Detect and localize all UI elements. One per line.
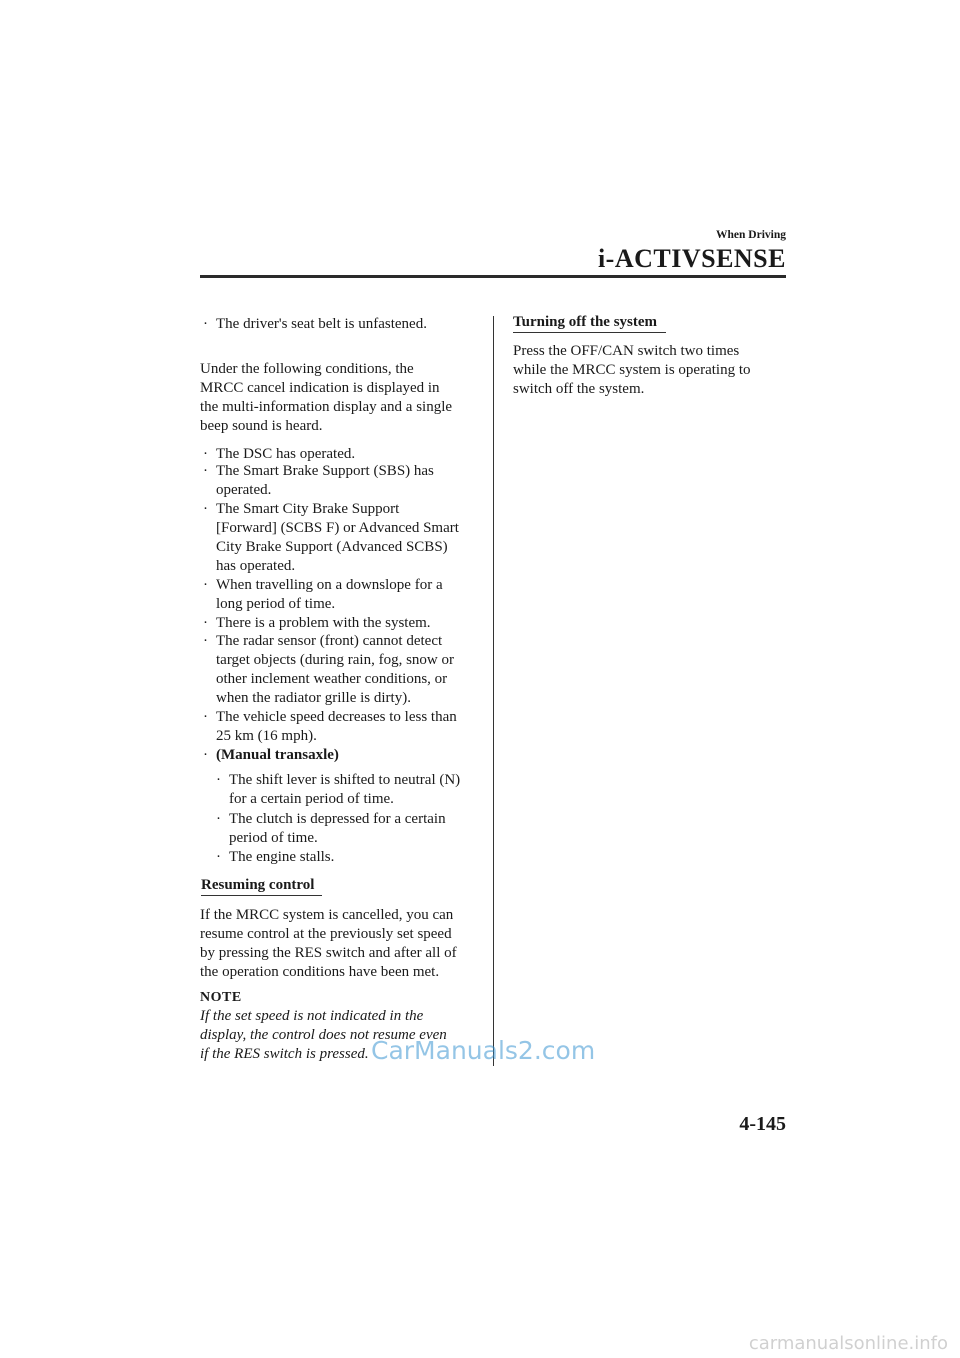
bullet-text: [Forward] (SCBS F) or Advanced Smart: [216, 520, 459, 536]
bullet-text: target objects (during rain, fog, snow or: [216, 652, 455, 668]
bullet-radar: [203, 632, 493, 708]
bullet-text: The DSC has operated.: [216, 446, 356, 462]
bullet-text: for a certain period of time.: [229, 791, 394, 807]
text-line: If the set speed is not indicated in the: [200, 1008, 424, 1024]
bullet-dot: ·: [203, 633, 208, 649]
resuming-paragraph: [200, 906, 492, 982]
bullet-text: long period of time.: [216, 596, 336, 612]
bullet-problem: [203, 614, 493, 633]
heading-underline: [201, 895, 322, 896]
bullet-text: There is a problem with the system.: [216, 615, 431, 631]
bullet-text: other inclement weather conditions, or: [216, 671, 448, 687]
sub-bullet-clutch: [216, 810, 494, 848]
bullet-text: (Manual transaxle): [216, 747, 339, 763]
bullet-text: 25 km (16 mph).: [216, 728, 317, 744]
bullet-text: City Brake Support (Advanced SCBS): [216, 539, 448, 555]
bullet-dot: ·: [203, 446, 208, 462]
sub-bullet-engine-stalls: [216, 848, 494, 867]
bullet-dot: ·: [216, 772, 221, 788]
bullet-text: The engine stalls.: [229, 849, 335, 865]
text-line: beep sound is heard.: [200, 418, 323, 434]
bullet-scbs: [203, 500, 493, 576]
note-label: NOTE: [200, 990, 242, 1005]
text-line: MRCC cancel indication is displayed in: [200, 380, 440, 396]
turning-off-heading: Turning off the system: [513, 314, 658, 330]
bullet-dot: ·: [203, 709, 208, 725]
section-label: When Driving: [716, 229, 786, 241]
text-line: the operation conditions have been met.: [200, 964, 440, 980]
bullet-text: when the radiator grille is dirty).: [216, 690, 411, 706]
bullet-dot: ·: [203, 615, 208, 631]
bullet-text: The radar sensor (front) cannot detect: [216, 633, 443, 649]
resuming-control-heading: Resuming control: [201, 877, 315, 893]
watermark-footer: carmanualsonline.info: [748, 1333, 948, 1354]
bullet-text: The vehicle speed decreases to less than: [216, 709, 457, 725]
bullet-speed: [203, 708, 493, 746]
bullet-text: The Smart Brake Support (SBS) has: [216, 463, 434, 479]
text-line: the multi-information display and a single: [200, 399, 453, 415]
bullet-text: has operated.: [216, 558, 296, 574]
bullet-dot: ·: [203, 463, 208, 479]
bullet-text: operated.: [216, 482, 272, 498]
text-line: by pressing the RES switch and after all of: [200, 945, 457, 961]
bullet-text: The clutch is depressed for a certain: [229, 811, 446, 827]
text-line: while the MRCC system is operating to: [513, 362, 751, 378]
text-line: resume control at the previously set speed: [200, 926, 452, 942]
bullet-downslope: [203, 576, 493, 614]
bullet-dot: ·: [203, 577, 208, 593]
watermark-overlay: CarManuals2.com: [371, 1036, 596, 1065]
text-line: if the RES switch is pressed.: [200, 1046, 369, 1062]
bullet-seat-belt: [203, 315, 488, 334]
bullet-dot: ·: [203, 316, 208, 332]
text-line: switch off the system.: [513, 381, 645, 397]
text-line: Under the following conditions, the: [200, 361, 414, 377]
bullet-text: The Smart City Brake Support: [216, 501, 400, 517]
bullet-dot: ·: [203, 747, 208, 763]
text-line: Press the OFF/CAN switch two times: [513, 343, 740, 359]
column-divider: [493, 316, 494, 1066]
page-title: i-ACTIVSENSE: [597, 244, 786, 273]
cancel-intro-paragraph: [200, 360, 490, 436]
text-line: If the MRCC system is cancelled, you can: [200, 907, 454, 923]
text-line: display, the control does not resume even: [200, 1027, 447, 1043]
bullet-manual-transaxle: [203, 746, 493, 765]
header-rule: [200, 275, 786, 278]
bullet-text: The driver's seat belt is unfastened.: [216, 316, 427, 332]
bullet-dot: ·: [216, 811, 221, 827]
page-number: 4-145: [739, 1113, 786, 1135]
bullet-text: The shift lever is shifted to neutral (N): [229, 772, 461, 788]
bullet-text: period of time.: [229, 830, 318, 846]
bullet-dot: ·: [216, 849, 221, 865]
bullet-dot: ·: [203, 501, 208, 517]
bullet-text: When travelling on a downslope for a: [216, 577, 443, 593]
bullet-sbs: [203, 462, 493, 500]
turning-off-paragraph: [513, 342, 783, 399]
sub-bullet-shift-lever: [216, 771, 494, 809]
heading-underline: [513, 332, 666, 333]
